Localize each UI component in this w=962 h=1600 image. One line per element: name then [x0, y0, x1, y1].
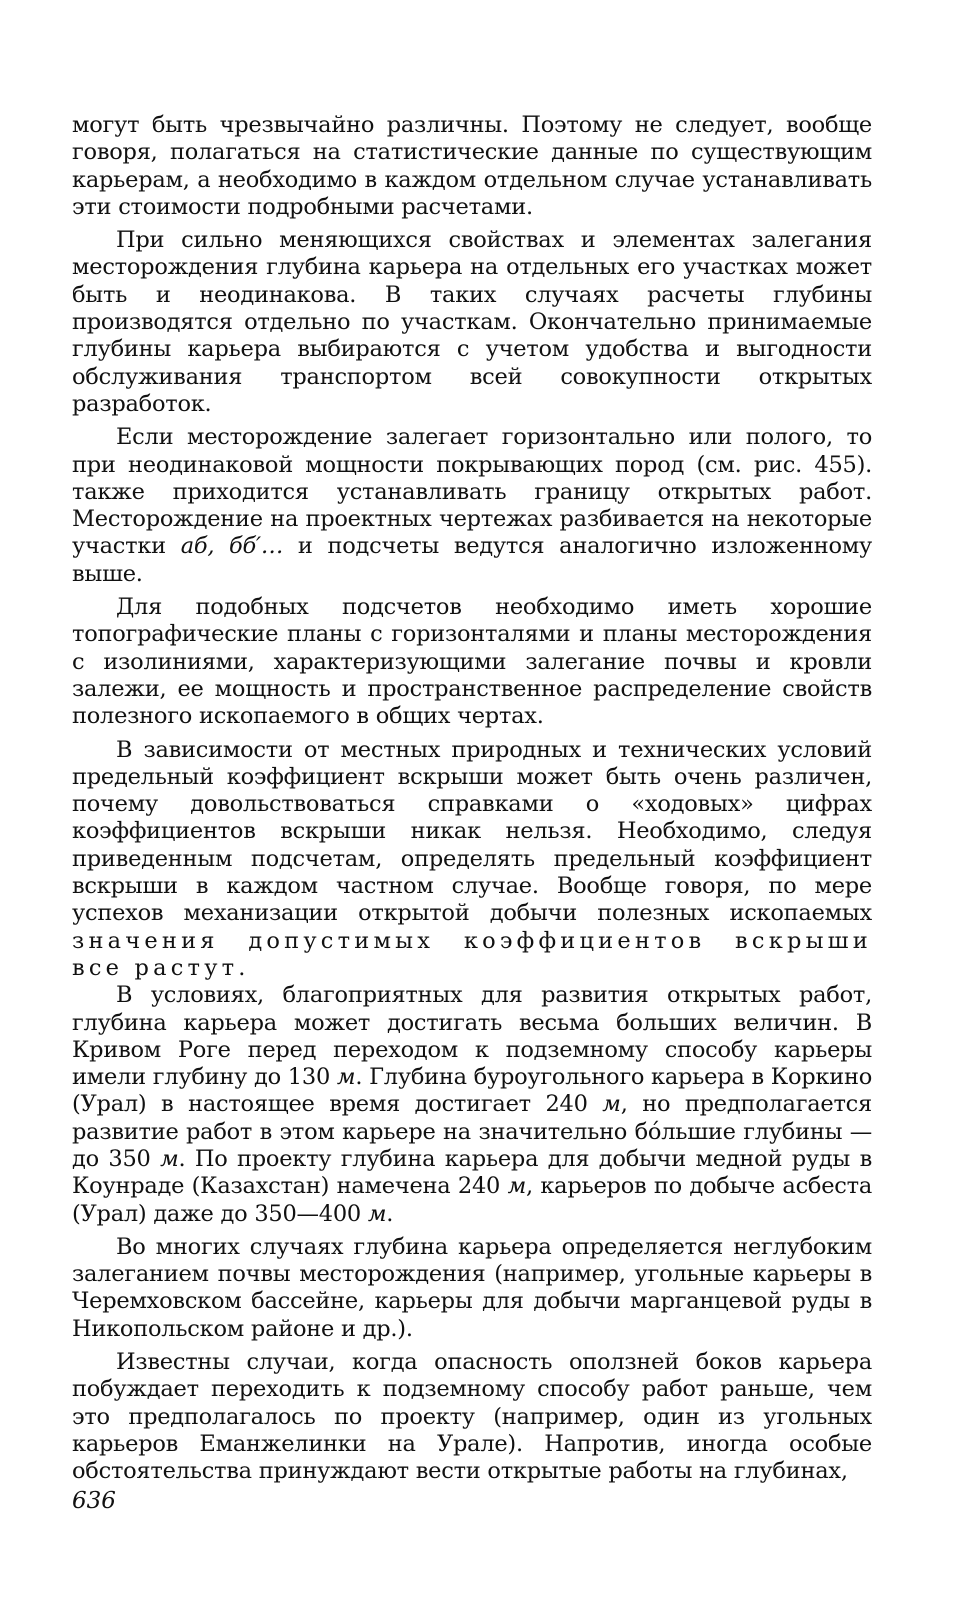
paragraph-6-seg-8: , карьеров по добыче асбеста (Урал) даже до 350—400	[72, 1173, 872, 1227]
paragraph-6-seg-0: В условиях, благоприятных для развития открытых работ, глубина карьера может достигать весьма больших величин. В Кривом Роге перед переходом к подземному способу карьеры имели глубину до 130	[72, 982, 872, 1091]
page-body	[72, 112, 872, 1492]
paragraph-3-text-end: и подсчеты ведутся аналогично изложенному выше.	[72, 533, 872, 587]
unit-metre: м	[367, 1200, 387, 1227]
paragraph-7: Во многих случаях глубина карьера определяется неглубоким залеганием почвы месторождения (например, угольные карьеры в Черемховском бассейне, карьеры для добычи марганцевой руды в Никопольском районе и др.).	[72, 1233, 872, 1342]
paragraph-4: Для подобных подсчетов необходимо иметь хорошие топографические планы с горизонталями и планы месторождения с изолиниями, характеризующими залегание почвы и кровли залежи, ее мощность и пространственное распределение свойств полезного ископаемого в общих чертах.	[72, 594, 872, 730]
paragraph-5-text: В зависимости от местных природных и технических условий предельный коэффициент вскрыши может быть очень различен, почему довольствоваться справками о «ходовых» цифрах коэффициентов вскрыши никак нельзя. Необходимо, следуя приведенным подсчетам, определять предельный коэффициент вскрыши в каждом частном случае. Вообще говоря, по мере успехов механизации открытой добычи полезных ископаемых	[72, 736, 872, 927]
page-number: 636	[72, 1488, 116, 1514]
paragraph-3	[72, 424, 872, 588]
paragraph-5-spaced-emphasis: значения допустимых коэффициентов вскрыши все растут.	[72, 927, 872, 981]
section-labels: аб, бб′…	[180, 533, 284, 560]
paragraph-6-seg-4: , но предполагается развитие работ в этом карьере на значительно бо́льшие глубины — до 350	[72, 1091, 872, 1172]
unit-metre: м	[602, 1091, 621, 1118]
paragraph-6	[72, 982, 872, 1228]
paragraph-2: При сильно меняющихся свойствах и элементах залегания месторождения глубина карьера на отдельных его участках может быть и неодинакова. В таких случаях расчеты глубины производятся отдельно по участкам. Окончательно принимаемые глубины карьера выбираются с учетом удобства и выгодности обслуживания транспортом всей совокупности открытых разработок.	[72, 227, 872, 417]
paragraph-6-seg-6: . По проекту глубина карьера для добычи медной руды в Коунраде (Казахстан) намечена 240	[72, 1145, 872, 1200]
paragraph-6-seg-10: .	[386, 1200, 394, 1227]
paragraph-8: Известны случаи, когда опасность оползней боков карьера побуждает переходить к подземному способу работ раньше, чем это предполагалось по проекту (например, один из угольных карьеров Еманжелинки на Урале). Напротив, иногда особые обстоятельства принуждают вести открытые работы на глубинах,	[72, 1349, 872, 1485]
paragraph-5	[72, 737, 872, 983]
unit-metre: м	[160, 1145, 179, 1172]
unit-metre: м	[507, 1173, 526, 1200]
paragraph-6-seg-2: . Глубина буроугольного карьера в Коркино (Урал) в настоящее время достигает 240	[72, 1064, 873, 1118]
paragraph-1: могут быть чрезвычайно различны. Поэтому не следует, вообще говоря, полагаться на статистические данные по существующим карьерам, а необходимо в каждом отдельном случае устанавливать эти стоимости подробными расчетами.	[72, 112, 872, 220]
unit-metre: м	[336, 1064, 356, 1091]
paragraph-3-text-start: Если месторождение залегает горизонтально или полого, то при неодинаковой мощности покрывающих пород (см. рис. 455). также приходится устанавливать границу открытых работ. Месторождение на проектных чертежах разбивается на некоторые участки	[72, 424, 872, 560]
